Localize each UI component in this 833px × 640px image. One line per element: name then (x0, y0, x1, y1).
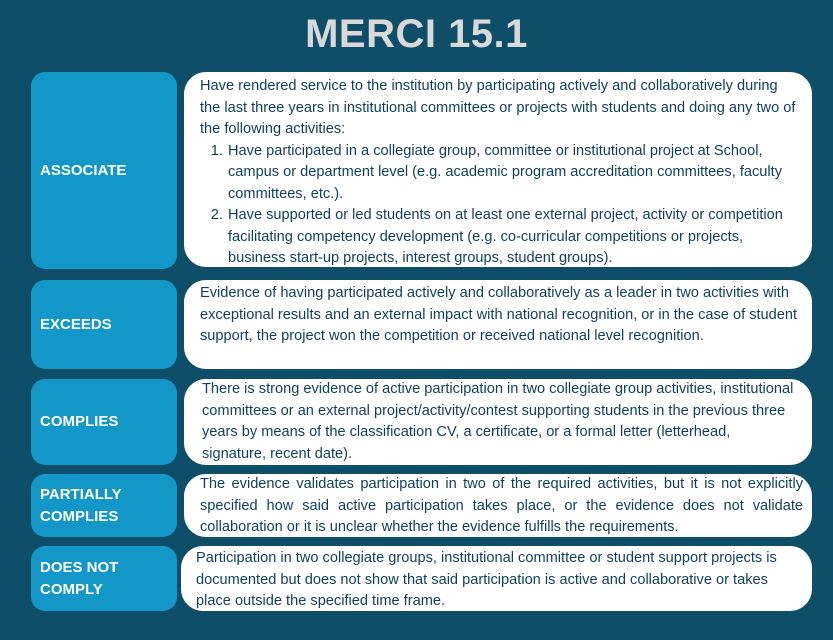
criteria-intro: Have rendered service to the institution by participating actively and collaboratively during the last three years in institutional committees or projects with students and doing any two of the following activities: (200, 78, 796, 137)
criteria-text: The evidence validates participation in two of the required activities, but it is not explicitly specified how said active participation takes place, or the evidence does not validate collaboration or it is unclear whether the evidence fulfills the requirements. (200, 476, 803, 535)
list-item: 2. Have supported or led students on at least one external project, activity or competition facilitating competency development (e.g. co-curricular competitions or projects, business start-up projects, interest groups, student groups). (227, 205, 798, 270)
criteria-text: Evidence of having participated actively and collaboratively as a leader in two activities with exceptional results and an external impact with national recognition, or in the case of student support, the project won the competition or received national level recognition. (200, 285, 798, 344)
level-label-partially-complies: PARTIALLY COMPLIES (31, 474, 177, 537)
level-label-exceeds: EXCEEDS (31, 280, 177, 369)
criteria-activity-list (200, 141, 798, 270)
criteria-box-associate (184, 72, 812, 267)
criteria-text: Participation in two collegiate groups, institutional committee or student support projects is documented but does not show that said participation is active and collaborative or takes place outside the specified time frame. (196, 550, 777, 609)
criteria-box-complies (184, 379, 812, 465)
criteria-box-partially-complies (184, 474, 812, 537)
list-item: 1. Have participated in a collegiate group, committee or institutional project at School, campus or department level (e.g. academic program accreditation committees, faculty committees, etc.). (227, 141, 798, 206)
criteria-box-exceeds (184, 280, 812, 369)
level-label-does-not-comply: DOES NOT COMPLY (31, 546, 177, 611)
criteria-text: There is strong evidence of active participation in two collegiate group activities, institutional committees or an external project/activity/contest supporting students in the previous three years by means of the classification CV, a certificate, or a formal letter (letterhead, signature, recent date). (202, 381, 794, 462)
page-title: MERCI 15.1 (305, 12, 528, 56)
level-label-associate: ASSOCIATE (31, 72, 177, 269)
level-label-complies: COMPLIES (31, 379, 177, 465)
criteria-box-does-not-comply (181, 546, 812, 611)
